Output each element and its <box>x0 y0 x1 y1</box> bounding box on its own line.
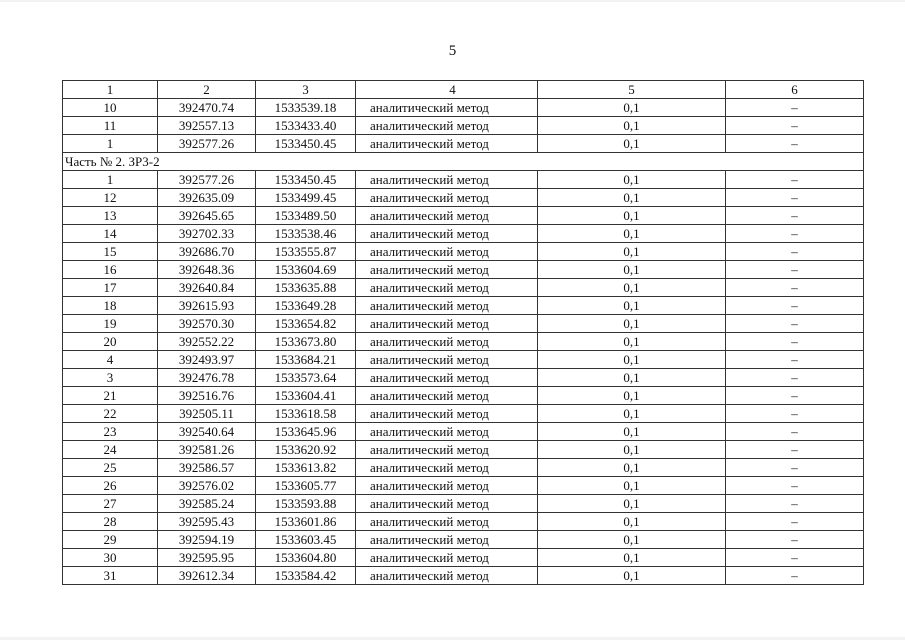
cell-y-coordinate: 1533489.50 <box>256 207 356 225</box>
cell-x-coordinate: 392576.02 <box>158 477 256 495</box>
header-col-1: 1 <box>63 81 158 99</box>
cell-x-coordinate: 392702.33 <box>158 225 256 243</box>
cell-x-coordinate: 392595.43 <box>158 513 256 531</box>
table-row <box>63 387 864 405</box>
cell-y-coordinate: 1533593.88 <box>256 495 356 513</box>
cell-note: – <box>726 423 864 441</box>
header-col-4: 4 <box>356 81 538 99</box>
table-row <box>63 243 864 261</box>
cell-y-coordinate: 1533649.28 <box>256 297 356 315</box>
cell-y-coordinate: 1533539.18 <box>256 99 356 117</box>
cell-accuracy: 0,1 <box>538 549 726 567</box>
cell-point-number: 11 <box>63 117 158 135</box>
cell-x-coordinate: 392615.93 <box>158 297 256 315</box>
cell-y-coordinate: 1533601.86 <box>256 513 356 531</box>
cell-accuracy: 0,1 <box>538 513 726 531</box>
section-title: Часть № 2. ЗР3-2 <box>63 153 864 171</box>
cell-accuracy: 0,1 <box>538 477 726 495</box>
cell-method: аналитический метод <box>356 261 538 279</box>
cell-note: – <box>726 261 864 279</box>
cell-y-coordinate: 1533433.40 <box>256 117 356 135</box>
cell-x-coordinate: 392470.74 <box>158 99 256 117</box>
cell-accuracy: 0,1 <box>538 225 726 243</box>
cell-accuracy: 0,1 <box>538 117 726 135</box>
cell-point-number: 25 <box>63 459 158 477</box>
cell-method: аналитический метод <box>356 225 538 243</box>
cell-note: – <box>726 549 864 567</box>
cell-x-coordinate: 392594.19 <box>158 531 256 549</box>
cell-accuracy: 0,1 <box>538 369 726 387</box>
cell-y-coordinate: 1533604.80 <box>256 549 356 567</box>
cell-point-number: 23 <box>63 423 158 441</box>
cell-note: – <box>726 189 864 207</box>
cell-point-number: 1 <box>63 135 158 153</box>
cell-point-number: 15 <box>63 243 158 261</box>
cell-accuracy: 0,1 <box>538 135 726 153</box>
cell-method: аналитический метод <box>356 171 538 189</box>
cell-note: – <box>726 135 864 153</box>
table-row <box>63 567 864 585</box>
cell-x-coordinate: 392540.64 <box>158 423 256 441</box>
cell-x-coordinate: 392586.57 <box>158 459 256 477</box>
table-row <box>63 117 864 135</box>
cell-method: аналитический метод <box>356 279 538 297</box>
cell-accuracy: 0,1 <box>538 261 726 279</box>
cell-method: аналитический метод <box>356 351 538 369</box>
cell-accuracy: 0,1 <box>538 207 726 225</box>
cell-note: – <box>726 459 864 477</box>
cell-method: аналитический метод <box>356 207 538 225</box>
cell-accuracy: 0,1 <box>538 423 726 441</box>
table-row <box>63 297 864 315</box>
header-col-6: 6 <box>726 81 864 99</box>
cell-note: – <box>726 207 864 225</box>
cell-x-coordinate: 392585.24 <box>158 495 256 513</box>
cell-accuracy: 0,1 <box>538 189 726 207</box>
cell-point-number: 10 <box>63 99 158 117</box>
header-col-3: 3 <box>256 81 356 99</box>
cell-point-number: 1 <box>63 171 158 189</box>
table-row <box>63 531 864 549</box>
cell-note: – <box>726 333 864 351</box>
cell-method: аналитический метод <box>356 513 538 531</box>
cell-x-coordinate: 392552.22 <box>158 333 256 351</box>
cell-y-coordinate: 1533620.92 <box>256 441 356 459</box>
cell-method: аналитический метод <box>356 567 538 585</box>
table-row <box>63 369 864 387</box>
header-col-5: 5 <box>538 81 726 99</box>
cell-point-number: 29 <box>63 531 158 549</box>
cell-y-coordinate: 1533604.41 <box>256 387 356 405</box>
cell-note: – <box>726 513 864 531</box>
table-row <box>63 135 864 153</box>
cell-x-coordinate: 392570.30 <box>158 315 256 333</box>
cell-accuracy: 0,1 <box>538 279 726 297</box>
cell-method: аналитический метод <box>356 99 538 117</box>
cell-note: – <box>726 531 864 549</box>
cell-y-coordinate: 1533573.64 <box>256 369 356 387</box>
cell-note: – <box>726 117 864 135</box>
cell-x-coordinate: 392612.34 <box>158 567 256 585</box>
cell-note: – <box>726 387 864 405</box>
cell-note: – <box>726 99 864 117</box>
cell-accuracy: 0,1 <box>538 243 726 261</box>
cell-method: аналитический метод <box>356 459 538 477</box>
cell-accuracy: 0,1 <box>538 495 726 513</box>
cell-method: аналитический метод <box>356 243 538 261</box>
cell-y-coordinate: 1533645.96 <box>256 423 356 441</box>
cell-y-coordinate: 1533605.77 <box>256 477 356 495</box>
table-row <box>63 405 864 423</box>
cell-x-coordinate: 392640.84 <box>158 279 256 297</box>
cell-x-coordinate: 392505.11 <box>158 405 256 423</box>
cell-accuracy: 0,1 <box>538 351 726 369</box>
table-row <box>63 351 864 369</box>
cell-point-number: 13 <box>63 207 158 225</box>
cell-point-number: 26 <box>63 477 158 495</box>
cell-note: – <box>726 441 864 459</box>
cell-method: аналитический метод <box>356 315 538 333</box>
cell-y-coordinate: 1533450.45 <box>256 171 356 189</box>
table-row <box>63 333 864 351</box>
cell-x-coordinate: 392645.65 <box>158 207 256 225</box>
cell-note: – <box>726 495 864 513</box>
cell-y-coordinate: 1533684.21 <box>256 351 356 369</box>
cell-method: аналитический метод <box>356 477 538 495</box>
page-number: 5 <box>448 43 457 59</box>
cell-accuracy: 0,1 <box>538 99 726 117</box>
cell-point-number: 20 <box>63 333 158 351</box>
cell-accuracy: 0,1 <box>538 297 726 315</box>
cell-x-coordinate: 392595.95 <box>158 549 256 567</box>
cell-x-coordinate: 392476.78 <box>158 369 256 387</box>
cell-method: аналитический метод <box>356 423 538 441</box>
cell-y-coordinate: 1533635.88 <box>256 279 356 297</box>
section-row <box>63 153 864 171</box>
cell-method: аналитический метод <box>356 117 538 135</box>
cell-point-number: 30 <box>63 549 158 567</box>
cell-point-number: 3 <box>63 369 158 387</box>
cell-method: аналитический метод <box>356 405 538 423</box>
coordinates-table <box>62 80 864 585</box>
cell-method: аналитический метод <box>356 495 538 513</box>
cell-note: – <box>726 171 864 189</box>
scan-edge-top <box>0 0 905 2</box>
table-row <box>63 171 864 189</box>
cell-y-coordinate: 1533584.42 <box>256 567 356 585</box>
cell-x-coordinate: 392581.26 <box>158 441 256 459</box>
cell-point-number: 17 <box>63 279 158 297</box>
cell-method: аналитический метод <box>356 387 538 405</box>
cell-method: аналитический метод <box>356 531 538 549</box>
cell-note: – <box>726 369 864 387</box>
table-row <box>63 459 864 477</box>
header-col-2: 2 <box>158 81 256 99</box>
cell-point-number: 12 <box>63 189 158 207</box>
cell-point-number: 16 <box>63 261 158 279</box>
table-row <box>63 477 864 495</box>
table-body <box>63 99 864 585</box>
table-row <box>63 189 864 207</box>
table-row <box>63 99 864 117</box>
table-row <box>63 261 864 279</box>
cell-x-coordinate: 392516.76 <box>158 387 256 405</box>
cell-note: – <box>726 225 864 243</box>
table-row <box>63 423 864 441</box>
cell-note: – <box>726 477 864 495</box>
cell-method: аналитический метод <box>356 135 538 153</box>
cell-accuracy: 0,1 <box>538 405 726 423</box>
cell-method: аналитический метод <box>356 297 538 315</box>
cell-accuracy: 0,1 <box>538 387 726 405</box>
header-row <box>63 81 864 99</box>
cell-accuracy: 0,1 <box>538 441 726 459</box>
table-row <box>63 513 864 531</box>
cell-note: – <box>726 567 864 585</box>
cell-y-coordinate: 1533555.87 <box>256 243 356 261</box>
cell-y-coordinate: 1533613.82 <box>256 459 356 477</box>
cell-point-number: 24 <box>63 441 158 459</box>
table-row <box>63 441 864 459</box>
cell-point-number: 27 <box>63 495 158 513</box>
cell-accuracy: 0,1 <box>538 531 726 549</box>
cell-note: – <box>726 279 864 297</box>
cell-note: – <box>726 405 864 423</box>
cell-y-coordinate: 1533604.69 <box>256 261 356 279</box>
cell-x-coordinate: 392648.36 <box>158 261 256 279</box>
table-row <box>63 549 864 567</box>
cell-accuracy: 0,1 <box>538 333 726 351</box>
cell-note: – <box>726 243 864 261</box>
cell-x-coordinate: 392577.26 <box>158 135 256 153</box>
cell-x-coordinate: 392686.70 <box>158 243 256 261</box>
cell-method: аналитический метод <box>356 549 538 567</box>
cell-y-coordinate: 1533450.45 <box>256 135 356 153</box>
cell-x-coordinate: 392493.97 <box>158 351 256 369</box>
cell-point-number: 18 <box>63 297 158 315</box>
table-row <box>63 495 864 513</box>
table-row <box>63 279 864 297</box>
cell-method: аналитический метод <box>356 369 538 387</box>
cell-y-coordinate: 1533499.45 <box>256 189 356 207</box>
cell-note: – <box>726 315 864 333</box>
cell-x-coordinate: 392635.09 <box>158 189 256 207</box>
cell-method: аналитический метод <box>356 333 538 351</box>
cell-accuracy: 0,1 <box>538 567 726 585</box>
cell-y-coordinate: 1533538.46 <box>256 225 356 243</box>
cell-x-coordinate: 392557.13 <box>158 117 256 135</box>
table-row <box>63 207 864 225</box>
cell-point-number: 28 <box>63 513 158 531</box>
cell-y-coordinate: 1533673.80 <box>256 333 356 351</box>
cell-y-coordinate: 1533618.58 <box>256 405 356 423</box>
cell-method: аналитический метод <box>356 441 538 459</box>
cell-point-number: 21 <box>63 387 158 405</box>
cell-point-number: 22 <box>63 405 158 423</box>
cell-y-coordinate: 1533603.45 <box>256 531 356 549</box>
cell-method: аналитический метод <box>356 189 538 207</box>
cell-point-number: 4 <box>63 351 158 369</box>
cell-point-number: 31 <box>63 567 158 585</box>
cell-accuracy: 0,1 <box>538 171 726 189</box>
cell-note: – <box>726 351 864 369</box>
cell-note: – <box>726 297 864 315</box>
cell-y-coordinate: 1533654.82 <box>256 315 356 333</box>
cell-accuracy: 0,1 <box>538 315 726 333</box>
table-row <box>63 225 864 243</box>
table-header <box>63 81 864 99</box>
cell-accuracy: 0,1 <box>538 459 726 477</box>
table-row <box>63 315 864 333</box>
cell-x-coordinate: 392577.26 <box>158 171 256 189</box>
cell-point-number: 19 <box>63 315 158 333</box>
cell-point-number: 14 <box>63 225 158 243</box>
